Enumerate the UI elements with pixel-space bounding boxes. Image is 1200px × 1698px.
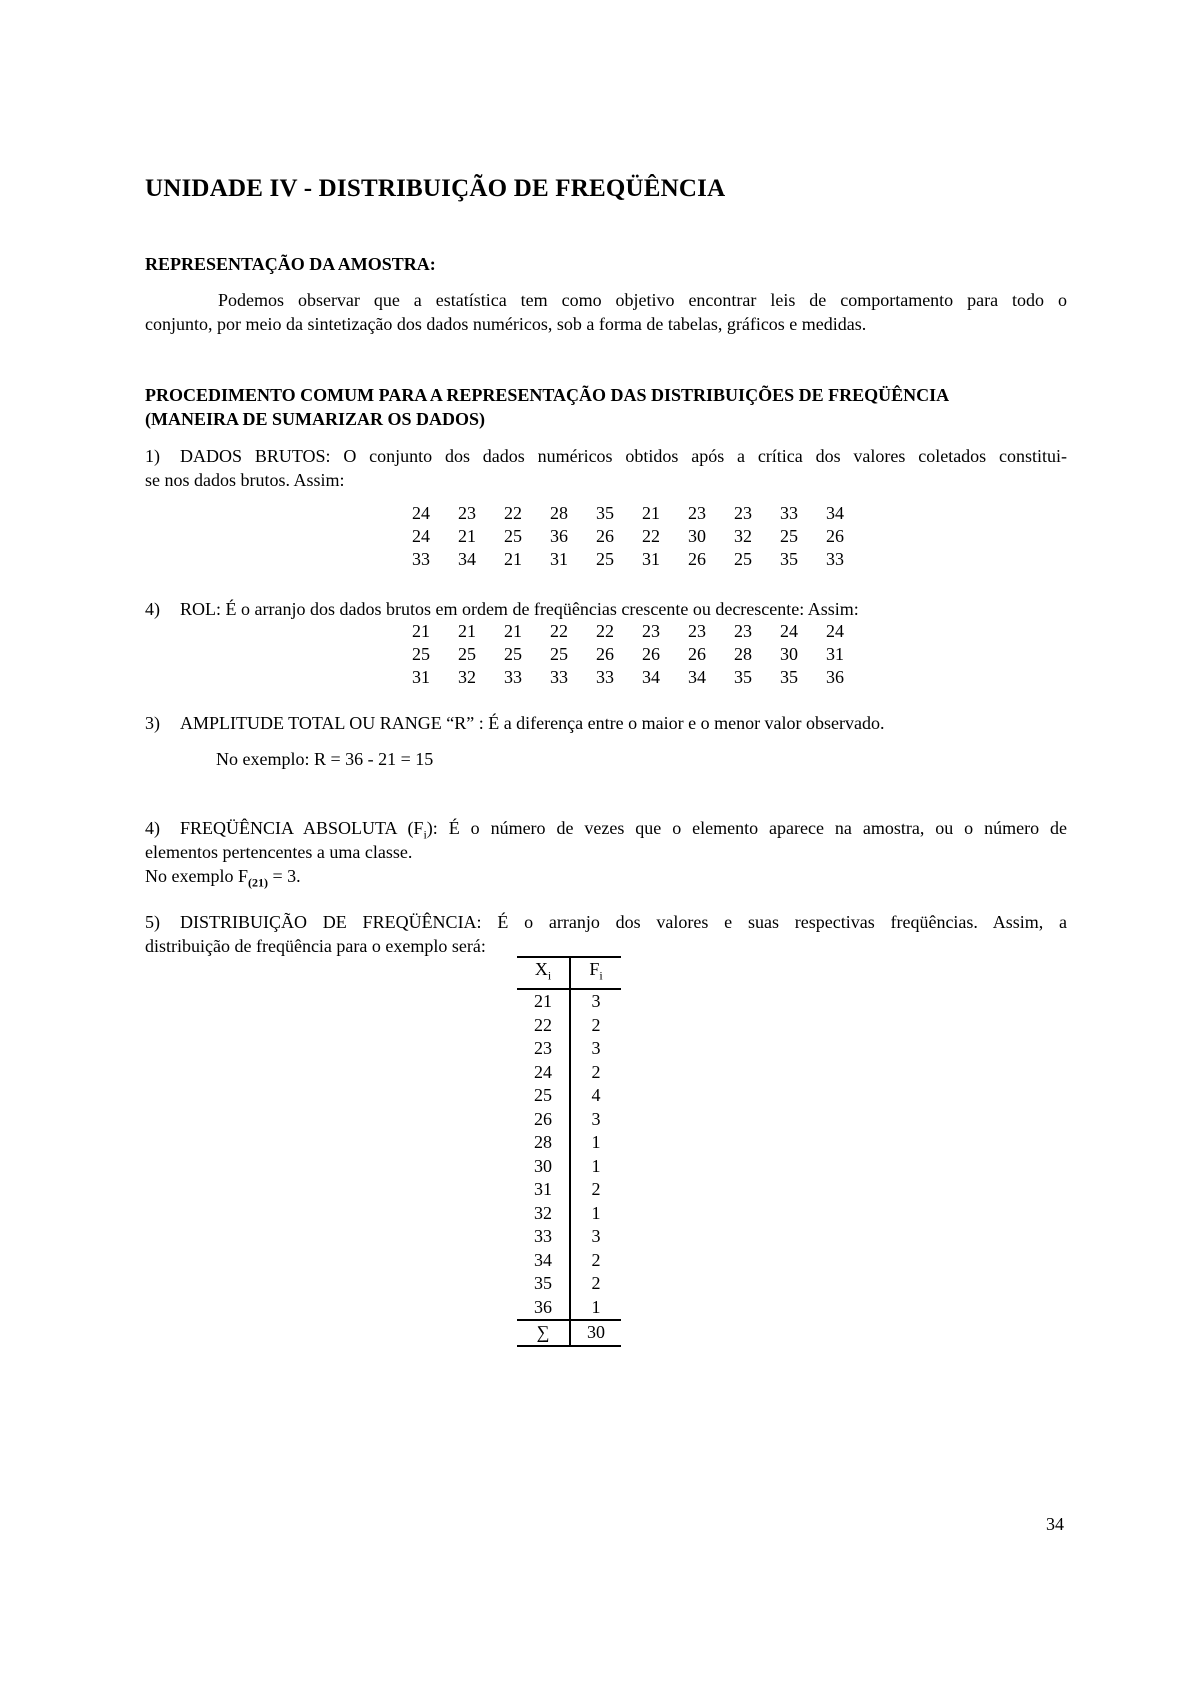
fi-value: 1 [591,1155,601,1176]
fi-value: 2 [591,1179,601,1200]
fi-value: 2 [591,1061,601,1082]
data-value: 23 [734,621,752,641]
item-text [180,816,1067,842]
data-row [398,666,858,689]
item-example: No exemplo: R = 36 - 21 = 15 [216,749,434,769]
data-value: 25 [504,644,522,664]
xi-value: 33 [517,1225,570,1249]
data-value: 26 [596,526,614,546]
item-text-part: = 3. [268,866,301,886]
data-value: 33 [780,503,798,523]
data-value: 34 [688,667,706,687]
page-number: 34 [1046,1514,1064,1534]
data-value: 21 [504,621,522,641]
data-value: 35 [734,667,752,687]
table-row [517,1178,621,1202]
data-value: 22 [550,621,568,641]
table-row [517,1084,621,1108]
data-value: 23 [642,621,660,641]
xi-value: 30 [517,1155,570,1179]
fi-value: 3 [591,1038,601,1059]
header-text: X [534,959,548,979]
item-example [145,864,301,895]
data-row [398,525,858,548]
data-value: 33 [826,549,844,569]
data-value: 36 [826,667,844,687]
item-number: 4) [145,818,160,838]
item-number: 5) [145,912,160,932]
fi-value: 4 [591,1085,601,1106]
paragraph-line: conjunto, por meio da sintetização dos dados numéricos, sob a forma de tabelas, gráficos e medidas. [145,314,867,334]
paragraph-line: Podemos observar que a estatística tem como objetivo encontrar leis de comportamento para todo o [218,290,1067,310]
data-value: 26 [642,644,660,664]
data-value: 30 [688,526,706,546]
table-row [517,1272,621,1296]
table-row [517,1155,621,1179]
data-value: 24 [412,526,430,546]
data-value: 32 [734,526,752,546]
item-number: 3) [145,713,160,733]
table-row [517,1225,621,1249]
section-heading-procedimento: PROCEDIMENTO COMUM PARA A REPRESENTAÇÃO DAS DISTRIBUIÇÕES DE FREQÜÊNCIA [145,385,950,405]
data-value: 24 [412,503,430,523]
sum-symbol: ∑ [517,1320,570,1346]
data-row [398,643,858,666]
fi-value: 3 [591,1226,601,1247]
data-value: 26 [688,644,706,664]
data-value: 23 [458,503,476,523]
item-number: 4) [145,599,160,619]
xi-value: 22 [517,1014,570,1038]
xi-value: 25 [517,1084,570,1108]
fi-value: 2 [591,1249,601,1270]
table-total-row [517,1320,621,1346]
header-text: F [589,959,600,979]
table-row [517,1249,621,1273]
data-row [398,502,858,525]
column-header-fi [570,957,621,989]
xi-value: 23 [517,1037,570,1061]
xi-value: 24 [517,1061,570,1085]
data-value: 25 [734,549,752,569]
data-value: 26 [688,549,706,569]
table-row [517,1108,621,1132]
data-value: 28 [550,503,568,523]
item-text-part: ): É o número de vezes que o elemento aparece na amostra, ou o número de [426,818,1067,838]
data-value: 22 [642,526,660,546]
fi-value: 2 [591,1273,601,1294]
section-heading-procedimento-sub: (MANEIRA DE SUMARIZAR OS DADOS) [145,409,486,429]
data-value: 34 [458,549,476,569]
page-title: UNIDADE IV - DISTRIBUIÇÃO DE FREQÜÊNCIA [145,175,726,202]
table-row [517,1296,621,1321]
frequency-table [517,956,621,1347]
data-value: 25 [780,526,798,546]
data-value: 21 [458,526,476,546]
table-row [517,1061,621,1085]
fi-value: 1 [591,1202,601,1223]
subscript: i [599,968,603,983]
item-text: AMPLITUDE TOTAL OU RANGE “R” : É a diferença entre o maior e o menor valor observado. [180,713,885,733]
item-text: DADOS BRUTOS: O conjunto dos dados numéricos obtidos após a crítica dos valores coletados constitui- [180,446,1067,466]
item-text: DISTRIBUIÇÃO DE FREQÜÊNCIA: É o arranjo dos valores e suas respectivas freqüências. Assim, a [180,912,1067,932]
xi-value: 21 [517,989,570,1014]
xi-value: 34 [517,1249,570,1273]
data-value: 26 [826,526,844,546]
data-value: 21 [412,621,430,641]
data-value: 33 [550,667,568,687]
data-value: 33 [412,549,430,569]
data-value: 26 [596,644,614,664]
data-value: 21 [642,503,660,523]
item-text: distribuição de freqüência para o exemplo será: [145,936,486,956]
data-value: 25 [458,644,476,664]
data-value: 35 [780,549,798,569]
data-value: 36 [550,526,568,546]
data-value: 23 [734,503,752,523]
data-value: 28 [734,644,752,664]
subscript: i [547,968,552,983]
table-row [517,1014,621,1038]
data-value: 31 [826,644,844,664]
item-text-part: FREQÜÊNCIA ABSOLUTA (F [180,818,424,838]
fi-value: 1 [591,1132,601,1153]
data-value: 25 [596,549,614,569]
data-value: 34 [826,503,844,523]
item-text: elementos pertencentes a uma classe. [145,842,413,862]
table-row [517,1131,621,1155]
item-number: 1) [145,446,160,466]
data-value: 32 [458,667,476,687]
data-value: 35 [596,503,614,523]
item-text: ROL: É o arranjo dos dados brutos em ordem de freqüências crescente ou decrescente: Assim: [180,599,859,619]
xi-value: 31 [517,1178,570,1202]
data-row [398,548,858,571]
data-value: 21 [504,549,522,569]
data-value: 30 [780,644,798,664]
data-value: 22 [504,503,522,523]
data-value: 33 [596,667,614,687]
data-value: 25 [550,644,568,664]
table-row [517,989,621,1014]
subscript: i [423,827,427,842]
table-row [517,1202,621,1226]
data-value: 23 [688,503,706,523]
fi-value: 3 [591,991,601,1012]
data-value: 34 [642,667,660,687]
total-value: 30 [570,1320,621,1346]
xi-value: 26 [517,1108,570,1132]
data-value: 31 [412,667,430,687]
column-header-xi [517,957,570,989]
data-row [398,620,858,643]
fi-value: 1 [591,1296,601,1317]
table-row [517,1037,621,1061]
table-header-row [517,957,621,989]
subscript: (21) [248,875,268,890]
data-value: 22 [596,621,614,641]
fi-value: 3 [591,1108,601,1129]
xi-value: 32 [517,1202,570,1226]
raw-data-grid [398,502,858,571]
fi-value: 2 [591,1014,601,1035]
item-text-part: No exemplo F [145,866,248,886]
data-value: 35 [780,667,798,687]
data-value: 31 [642,549,660,569]
item-text: se nos dados brutos. Assim: [145,470,345,490]
xi-value: 35 [517,1272,570,1296]
data-value: 31 [550,549,568,569]
data-value: 24 [826,621,844,641]
data-value: 25 [412,644,430,664]
data-value: 23 [688,621,706,641]
data-value: 24 [780,621,798,641]
data-value: 33 [504,667,522,687]
xi-value: 28 [517,1131,570,1155]
data-value: 25 [504,526,522,546]
section-heading-representacao: REPRESENTAÇÃO DA AMOSTRA: [145,254,436,274]
rol-data-grid [398,620,858,689]
data-value: 21 [458,621,476,641]
xi-value: 36 [517,1296,570,1321]
